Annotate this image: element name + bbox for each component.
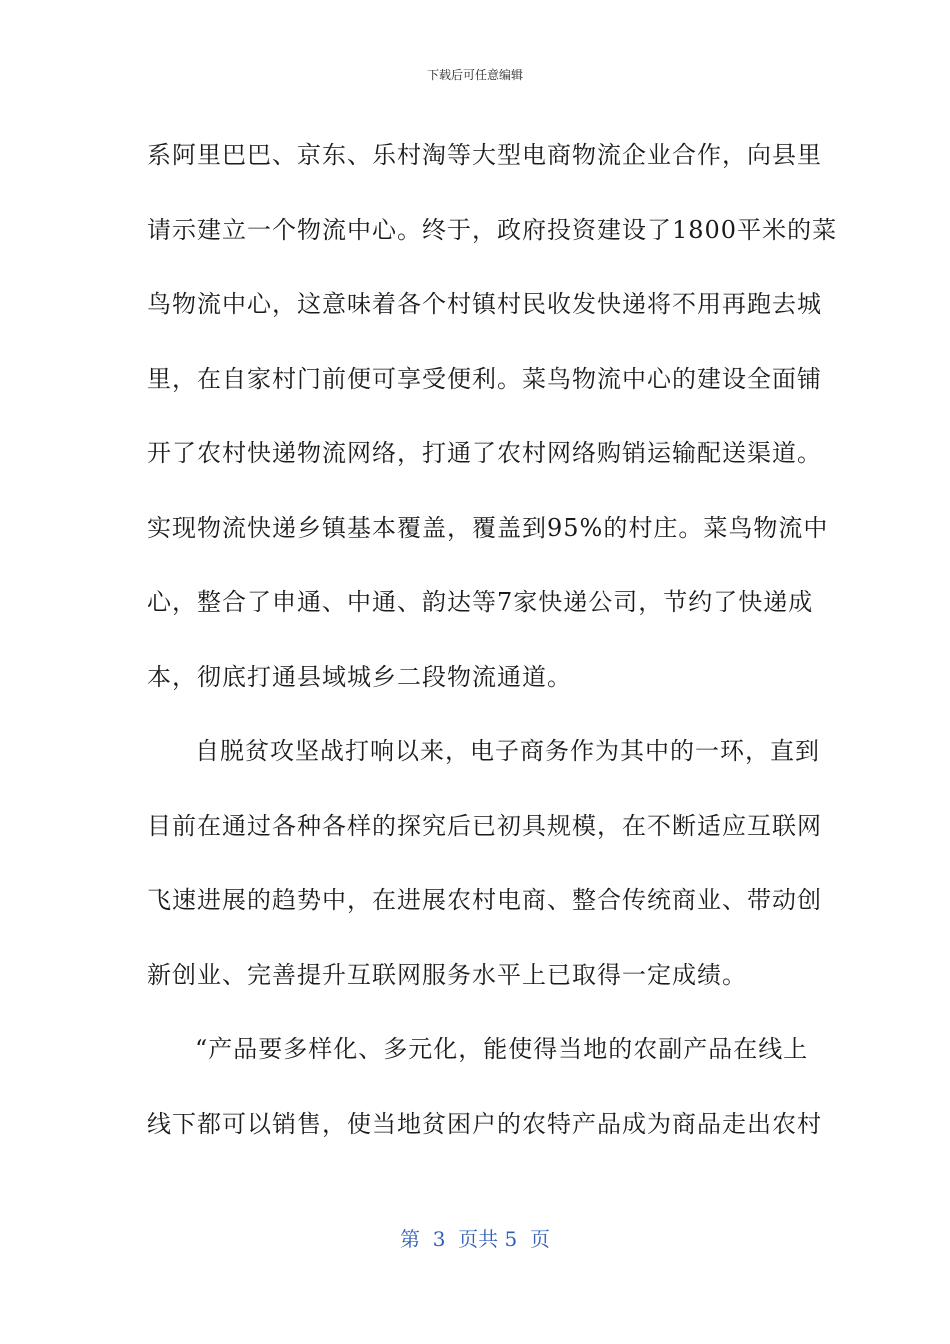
page-number-footer: 第 3 页共 5 页 (400, 1227, 550, 1251)
text-line: 心，整合了申通、中通、韵达等7家快递公司，节约了快递成 (147, 588, 814, 616)
text-line: 里，在自家村门前便可享受便利。菜鸟物流中心的建设全面铺 (147, 364, 822, 393)
text-line: 目前在通过各种各样的探究后已初具规模，在不断适应互联网 (147, 811, 822, 840)
text-line: 开了农村快递物流网络，打通了农村网络购销运输配送渠道。 (147, 439, 822, 467)
text-line: 系阿里巴巴、京东、乐村淘等大型电商物流企业合作，向县里 (147, 141, 822, 169)
paragraph-start-line: “产品要多样化、多元化，能使得当地的农副产品在线上 (195, 1035, 809, 1063)
text-line: 新创业、完善提升互联网服务水平上已取得一定成绩。 (147, 960, 747, 989)
text-line: 实现物流快递乡镇基本覆盖，覆盖到95%的村庄。菜鸟物流中 (147, 513, 829, 542)
text-line: 请示建立一个物流中心。终于，政府投资建设了1800平米的菜 (147, 215, 838, 244)
text-line: 线下都可以销售，使当地贫困户的农特产品成为商品走出农村 (147, 1109, 822, 1138)
header-note: 下载后可任意编辑 (426, 68, 523, 82)
document-body (147, 118, 838, 1161)
text-line: 本，彻底打通县域城乡二段物流通道。 (147, 662, 572, 691)
text-line: 飞速进展的趋势中，在进展农村电商、整合传统商业、带动创 (147, 886, 822, 914)
text-line: 鸟物流中心，这意味着各个村镇村民收发快递将不用再跑去城 (147, 290, 822, 318)
paragraph-start-line: 自脱贫攻坚战打响以来，电子商务作为其中的一环，直到 (195, 737, 820, 765)
